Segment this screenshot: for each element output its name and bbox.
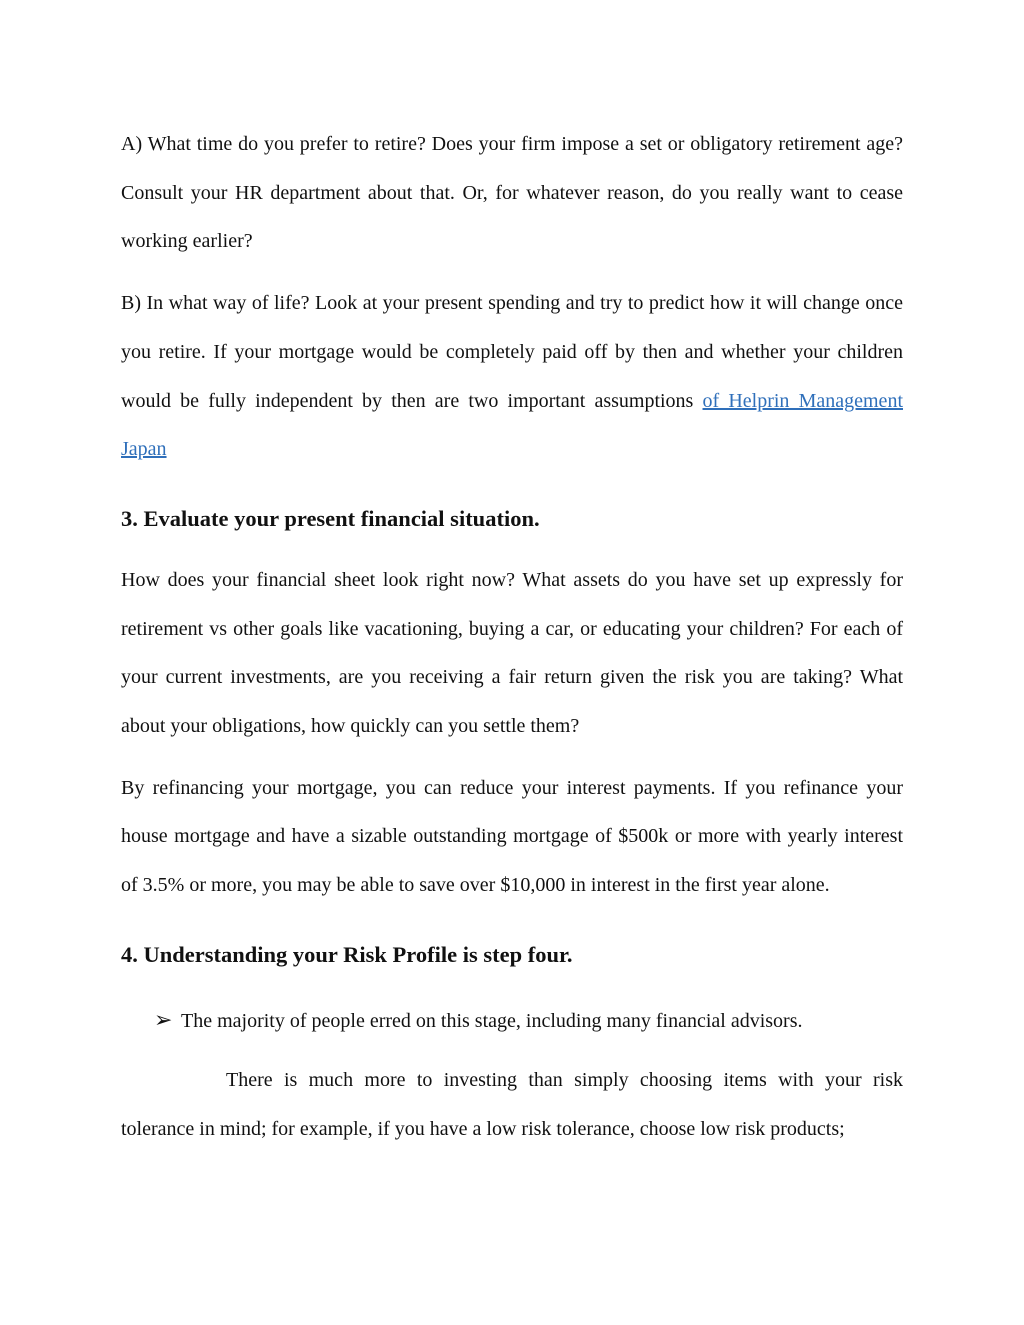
- arrow-bullet-icon: ➢: [154, 1007, 173, 1033]
- section-3-paragraph-2: By refinancing your mortgage, you can reduce your interest payments. If you refinance your house mortgage and have a sizable outstanding mortgage of $500k or more with yearly interest of 3.5% or more, you may be able to save over $10,000 in interest in the first year alone.: [121, 776, 903, 897]
- bullet-text: The majority of people erred on this stage, including many financial advisors.: [181, 1009, 803, 1032]
- paragraph-b: [121, 279, 903, 474]
- document-page: [121, 120, 903, 1153]
- paragraph-a: A) What time do you prefer to retire? Does your firm impose a set or obligatory retirement age? Consult your HR department about that. Or, for whatever reason, do you really want to cease working earlier?: [121, 133, 903, 253]
- section-3-paragraph-1: How does your financial sheet look right now? What assets do you have set up expressly for retirement vs other goals like vacationing, buying a car, or educating your children? For each of your current investments, are you receiving a fair return given the risk you are taking? What about your obligations, how quickly can you settle them?: [121, 568, 903, 738]
- paragraph-b-text: B) In what way of life? Look at your present spending and try to predict how it will change once you retire. If your mortgage would be completely paid off by then and whether your children would be fully independent by then are two important assumptions: [121, 292, 903, 412]
- section-4-paragraph-1: There is much more to investing than simply choosing items with your risk tolerance in mind; for example, if you have a low risk tolerance, choose low risk products;: [121, 1068, 903, 1140]
- helprin-management-link[interactable]: of Helprin Management Japan: [121, 389, 903, 461]
- section-3-heading: 3. Evaluate your present financial situation.: [121, 505, 540, 531]
- section-4-heading: 4. Understanding your Risk Profile is step four.: [121, 941, 573, 967]
- bullet-list-item: [154, 1006, 903, 1036]
